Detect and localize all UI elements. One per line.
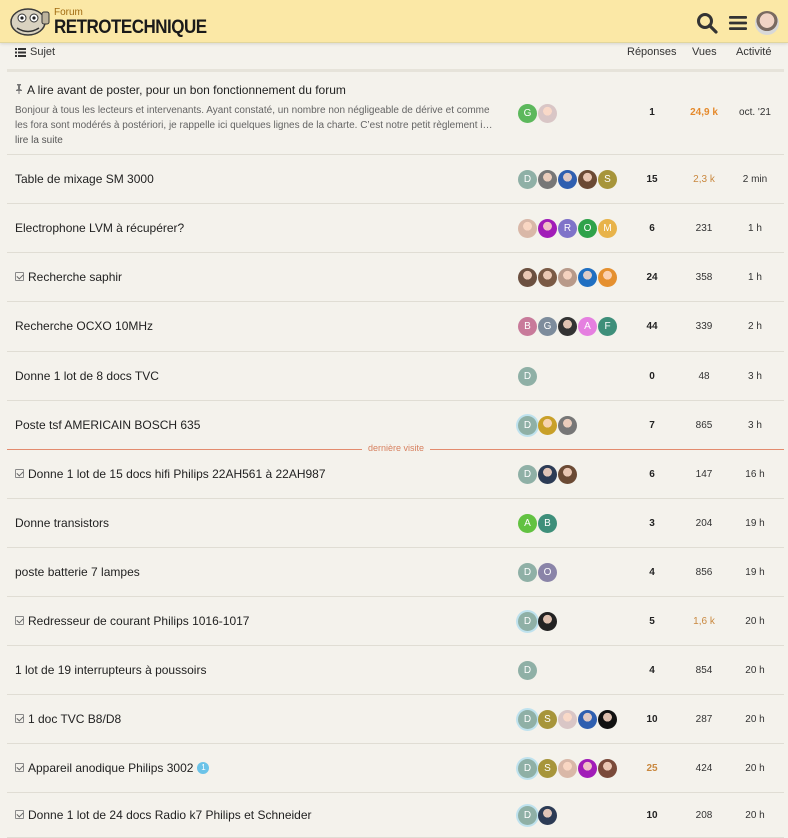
topic-row[interactable] [7, 155, 784, 204]
poster-letter-avatar[interactable]: D [518, 806, 537, 825]
topic-posters [518, 268, 618, 287]
topic-replies-count[interactable]: 25 [646, 762, 658, 774]
topic-list-header [7, 43, 784, 72]
poster-photo-avatar[interactable] [578, 759, 597, 778]
topic-row[interactable] [7, 302, 784, 352]
topic-views-count: 856 [695, 566, 713, 578]
poster-letter-avatar[interactable]: D [518, 710, 537, 729]
topic-last-activity[interactable]: 1 h [748, 222, 762, 234]
topic-last-activity[interactable]: 2 min [742, 173, 768, 185]
poster-photo-avatar[interactable] [538, 806, 557, 825]
poster-photo-avatar[interactable] [538, 104, 557, 123]
views-column-header[interactable]: Vues [692, 46, 717, 58]
solved-checkbox-icon [15, 810, 24, 819]
solved-checkbox-icon [15, 714, 24, 723]
topic-replies-count[interactable]: 6 [649, 222, 655, 234]
poster-letter-avatar[interactable]: O [538, 563, 557, 582]
poster-letter-avatar[interactable]: B [538, 514, 557, 533]
poster-letter-avatar[interactable]: D [518, 170, 537, 189]
topic-row[interactable] [7, 499, 784, 548]
topic-posters [518, 367, 538, 386]
site-header [0, 0, 788, 43]
topic-title-link[interactable] [15, 712, 121, 726]
poster-photo-avatar[interactable] [518, 268, 537, 287]
topic-title-text: Donne 1 lot de 24 docs Radio k7 Philips et Schneider [28, 807, 312, 822]
solved-checkbox-icon [15, 469, 24, 478]
topic-title-text: 1 doc TVC B8/D8 [28, 711, 122, 726]
logo-site-name: RETROTECHNIQUE [54, 15, 207, 37]
topic-row[interactable] [7, 73, 784, 155]
topic-replies-count[interactable]: 1 [649, 107, 655, 118]
poster-photo-avatar[interactable] [598, 759, 617, 778]
topic-title-link[interactable] [15, 614, 249, 628]
last-visit-label: dernière visite [362, 443, 430, 453]
topic-title-text: Electrophone LVM à récupérer? [15, 220, 185, 235]
poster-photo-avatar[interactable] [538, 416, 557, 435]
poster-letter-avatar[interactable]: D [518, 759, 537, 778]
topic-replies-count[interactable]: 10 [646, 809, 658, 821]
topic-replies-count[interactable]: 24 [646, 271, 658, 283]
poster-photo-avatar[interactable] [558, 465, 577, 484]
topic-title-link[interactable] [15, 516, 109, 530]
topic-title-text: Poste tsf AMERICAIN BOSCH 635 [15, 417, 201, 432]
poster-photo-avatar[interactable] [538, 219, 557, 238]
subject-column-header[interactable] [15, 46, 55, 58]
topic-posters [518, 612, 558, 631]
solved-checkbox-icon [15, 272, 24, 281]
topic-replies-count[interactable]: 6 [649, 468, 655, 480]
topic-replies-count[interactable]: 0 [649, 370, 655, 382]
topic-posters [518, 806, 558, 825]
topic-views-count: 48 [698, 370, 710, 382]
poster-photo-avatar[interactable] [558, 268, 577, 287]
poster-letter-avatar[interactable]: S [538, 759, 557, 778]
topic-title-link[interactable] [15, 418, 200, 432]
topic-row[interactable] [7, 450, 784, 499]
poster-photo-avatar[interactable] [558, 710, 577, 729]
topic-views-count: 1,6 k [693, 615, 715, 627]
topic-posters [518, 317, 618, 336]
topic-last-activity[interactable]: 19 h [745, 566, 765, 578]
poster-letter-avatar[interactable]: S [538, 710, 557, 729]
poster-letter-avatar[interactable]: A [578, 317, 597, 336]
topic-last-activity[interactable]: 16 h [745, 468, 765, 480]
topic-title-link[interactable] [15, 270, 122, 284]
poster-photo-avatar[interactable] [558, 170, 577, 189]
topic-views-count: 208 [695, 809, 713, 821]
topic-posters [518, 170, 618, 189]
topic-replies-count[interactable]: 3 [649, 517, 655, 529]
solved-checkbox-icon [15, 616, 24, 625]
poster-letter-avatar[interactable]: G [538, 317, 557, 336]
topic-last-activity[interactable]: 3 h [748, 370, 762, 382]
topic-title-text: Donne 1 lot de 8 docs TVC [15, 368, 159, 383]
topic-posters [518, 416, 578, 435]
poster-letter-avatar[interactable]: B [518, 317, 537, 336]
poster-letter-avatar[interactable]: D [518, 612, 537, 631]
topic-posters [518, 514, 558, 533]
topic-last-activity[interactable]: 19 h [745, 517, 765, 529]
topic-title-text: Table de mixage SM 3000 [15, 171, 154, 186]
read-more-link[interactable]: lire la suite [15, 135, 63, 146]
topic-excerpt-text: Bonjour à tous les lecteurs et intervenants. Ayant constaté, un nombre non négligeable de dérive et comme les fora sont modérés à postériori, je rappelle ici quelques lignes de la charte. C’est notre petit règlement i… [15, 105, 493, 131]
site-logo[interactable] [8, 4, 207, 38]
poster-photo-avatar[interactable] [538, 612, 557, 631]
topic-views-count: 2,3 k [693, 173, 715, 185]
topic-posters [518, 563, 558, 582]
poster-letter-avatar[interactable]: R [558, 219, 577, 238]
topic-last-activity[interactable]: 20 h [745, 664, 765, 676]
topic-row[interactable] [7, 548, 784, 597]
poster-photo-avatar[interactable] [578, 170, 597, 189]
topic-row[interactable] [7, 597, 784, 646]
pin-icon [15, 83, 23, 97]
user-avatar[interactable] [755, 11, 779, 35]
topic-row[interactable] [7, 646, 784, 695]
poster-photo-avatar[interactable] [538, 465, 557, 484]
topic-posters [518, 465, 578, 484]
topic-views-count: 24,9 k [690, 107, 718, 118]
topic-title-link[interactable] [15, 761, 209, 775]
poster-letter-avatar[interactable]: D [518, 563, 537, 582]
topic-replies-count[interactable]: 4 [649, 566, 655, 578]
poster-photo-avatar[interactable] [578, 710, 597, 729]
topic-title-text: Recherche OCXO 10MHz [15, 319, 154, 333]
topic-row[interactable] [7, 744, 784, 793]
topic-views-count: 358 [695, 271, 713, 283]
topic-excerpt [15, 103, 505, 148]
search-icon[interactable] [696, 12, 718, 34]
topic-replies-count[interactable]: 7 [649, 419, 655, 431]
topic-replies-count[interactable]: 4 [649, 664, 655, 676]
topic-row[interactable] [7, 695, 784, 744]
topic-views-count: 287 [695, 713, 713, 725]
topic-last-activity[interactable]: 3 h [748, 419, 762, 431]
topic-title-text: Donne 1 lot de 15 docs hifi Philips 22AH561 à 22AH987 [28, 466, 326, 481]
poster-letter-avatar[interactable]: F [598, 317, 617, 336]
unread-count-badge[interactable]: 1 [197, 762, 209, 774]
topic-last-activity[interactable]: oct. '21 [739, 107, 771, 118]
topic-replies-count[interactable]: 15 [646, 173, 658, 185]
topic-views-count: 854 [695, 664, 713, 676]
topic-row[interactable] [7, 204, 784, 253]
topic-title-link[interactable] [15, 172, 154, 186]
topic-replies-count[interactable]: 44 [646, 321, 658, 332]
topic-last-activity[interactable]: 20 h [745, 713, 765, 725]
topic-views-count: 339 [695, 321, 713, 332]
topic-title-link[interactable] [15, 369, 159, 383]
list-icon [15, 47, 26, 57]
topic-title-link[interactable] [15, 467, 326, 481]
poster-letter-avatar[interactable]: O [578, 219, 597, 238]
topic-title-link[interactable] [15, 808, 312, 822]
activity-column-header[interactable]: Activité [736, 46, 772, 58]
poster-letter-avatar[interactable]: D [518, 465, 537, 484]
topic-title-text: poste batterie 7 lampes [15, 564, 140, 579]
topic-views-count: 231 [695, 222, 713, 234]
topic-views-count: 865 [695, 419, 713, 431]
topic-title-link[interactable] [15, 221, 184, 235]
topic-replies-count[interactable]: 10 [646, 713, 658, 725]
replies-column-header[interactable]: Réponses [627, 46, 677, 58]
poster-photo-avatar[interactable] [538, 268, 557, 287]
topic-title-text: 1 lot de 19 interrupteurs à poussoirs [15, 662, 207, 677]
topic-title-text: Appareil anodique Philips 3002 [28, 760, 194, 775]
hamburger-menu-icon[interactable] [727, 12, 749, 34]
topic-row[interactable] [7, 253, 784, 302]
topic-title-text: A lire avant de poster, pour un bon fonctionnement du forum [27, 83, 346, 97]
poster-letter-avatar[interactable]: A [518, 514, 537, 533]
topic-title-link[interactable] [15, 663, 206, 677]
poster-photo-avatar[interactable] [598, 268, 617, 287]
poster-photo-avatar[interactable] [578, 268, 597, 287]
topic-posters [518, 661, 538, 680]
topic-title-link[interactable] [15, 83, 346, 97]
poster-letter-avatar[interactable]: D [518, 661, 537, 680]
topic-title-text: Recherche saphir [28, 269, 123, 284]
poster-photo-avatar[interactable] [558, 416, 577, 435]
poster-photo-avatar[interactable] [538, 170, 557, 189]
topic-replies-count[interactable]: 5 [649, 615, 655, 627]
topic-row[interactable] [7, 352, 784, 401]
topic-title-text: Redresseur de courant Philips 1016-1017 [28, 613, 250, 628]
topic-posters [518, 219, 618, 238]
topic-posters [518, 104, 558, 123]
poster-letter-avatar[interactable]: D [518, 367, 537, 386]
topic-last-activity[interactable]: 20 h [745, 615, 765, 627]
topic-views-count: 147 [695, 468, 713, 480]
topic-last-activity[interactable]: 2 h [748, 321, 762, 332]
topic-views-count: 204 [695, 517, 713, 529]
topic-title-link[interactable] [15, 319, 153, 333]
poster-letter-avatar[interactable]: G [518, 104, 537, 123]
topic-last-activity[interactable]: 20 h [745, 809, 765, 821]
mascot-logo-icon [8, 4, 52, 38]
poster-photo-avatar[interactable] [518, 219, 537, 238]
topic-title-link[interactable] [15, 565, 140, 579]
poster-letter-avatar[interactable]: D [518, 416, 537, 435]
logo-forum-label: Forum [54, 6, 83, 18]
topic-last-activity[interactable]: 1 h [748, 271, 762, 283]
subject-column-label: Sujet [30, 46, 56, 58]
poster-letter-avatar[interactable]: M [598, 219, 617, 238]
topic-row[interactable] [7, 793, 784, 838]
topic-views-count: 424 [695, 762, 713, 774]
poster-photo-avatar[interactable] [558, 759, 577, 778]
topic-posters [518, 710, 618, 729]
topic-title-text: Donne transistors [15, 515, 110, 530]
last-visit-divider [7, 443, 784, 453]
poster-photo-avatar[interactable] [598, 710, 617, 729]
poster-letter-avatar[interactable]: S [598, 170, 617, 189]
poster-photo-avatar[interactable] [558, 317, 577, 336]
topic-last-activity[interactable]: 20 h [745, 762, 765, 774]
solved-checkbox-icon [15, 763, 24, 772]
topic-posters [518, 759, 618, 778]
